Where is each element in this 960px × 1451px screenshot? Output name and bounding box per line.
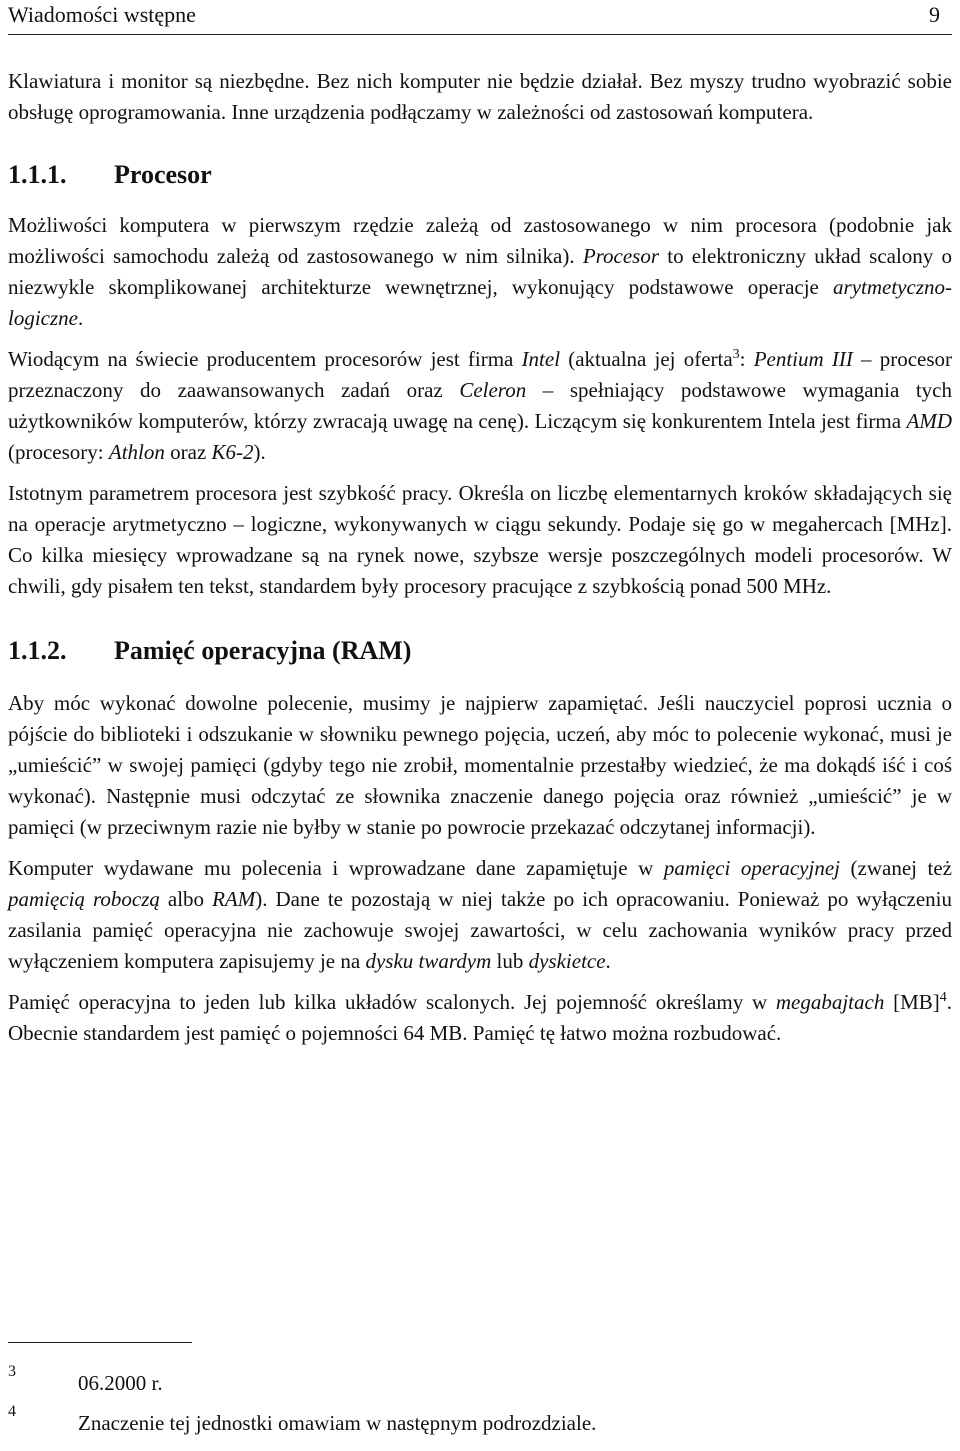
text-run: oraz <box>164 440 212 464</box>
intro-paragraph: Klawiatura i monitor są niezbędne. Bez nich komputer nie będzie działał. Bez myszy trudno wyobrazić sobie obsługę oprogramowania. Inne urządzenia podłączamy w zależności od zastosowań komputera. <box>8 69 952 124</box>
footnote-mark: 4 <box>8 1403 16 1420</box>
italic-term: Pentium III <box>753 347 853 371</box>
text-run: (zwanej też <box>839 856 953 880</box>
footnote-text: 06.2000 r. <box>78 1371 163 1395</box>
italic-term: Celeron <box>459 378 527 402</box>
section-number: 1.1.1. <box>8 160 67 189</box>
italic-term: dysku twardym <box>365 949 492 973</box>
section-title: Procesor <box>114 160 212 189</box>
text-run: [MB] <box>884 990 940 1014</box>
footnote-mark: 3 <box>8 1363 16 1380</box>
text-run: (procesory: <box>8 440 109 464</box>
text-run: Pamięć operacyjna to jeden lub kilka układów scalonych. Jej pojemność określamy w <box>8 990 776 1014</box>
italic-term: Procesor <box>582 244 660 268</box>
italic-term: Athlon <box>108 440 165 464</box>
footnote-4 <box>8 1403 952 1439</box>
text-run: ). Dane te pozostają w niej także po ich opracowaniu. Ponieważ po wyłączeniu zasilania pamięć operacyjna nie zachowuje swojej zawartości, w celu zachowania wyników pracy przed wyłączeniem komputera zapisujemy je na <box>8 887 952 973</box>
text-run: . Obecnie standardem jest pamięć o pojemności 64 MB. Pamięć tę łatwo można rozbudować. <box>8 990 952 1045</box>
ram-paragraph-2 <box>8 853 952 977</box>
italic-term: Intel <box>521 347 561 371</box>
text-run: Wiodącym na świecie producentem procesorów jest firma <box>8 347 522 371</box>
italic-term: pamięci operacyjnej <box>663 856 840 880</box>
page-content <box>8 66 952 1059</box>
chapter-title: Wiadomości wstępne <box>8 2 196 27</box>
section-number: 1.1.2. <box>8 636 67 665</box>
text-run: . <box>605 949 611 973</box>
procesor-paragraph-1 <box>8 210 952 334</box>
section-heading-procesor <box>8 158 952 192</box>
text-run: lub <box>491 949 529 973</box>
section-title: Pamięć operacyjna (RAM) <box>114 636 412 665</box>
section-heading-ram <box>8 634 952 668</box>
running-header <box>8 0 952 35</box>
text-run: . <box>77 306 84 330</box>
italic-term: megabajtach <box>775 990 885 1014</box>
italic-term: dyskietce <box>528 949 606 973</box>
text-run: : <box>739 347 754 371</box>
footnote-ref[interactable]: 4 <box>939 990 947 1005</box>
text-run: to elektroniczny układ scalony o niezwykle skomplikowanej architekturze wewnętrznej, wykonujący podstawowe operacje <box>8 244 953 299</box>
ram-paragraph-3 <box>8 987 952 1049</box>
procesor-paragraph-2 <box>8 344 952 468</box>
text-run: ). <box>253 440 266 464</box>
footnote-3 <box>8 1363 952 1399</box>
text-run: – spełniający podstawowe wymagania tych użytkowników komputerów, którzy zwracają uwagę na cenę). Liczącym się konkurentem Intela jest firma <box>8 378 952 433</box>
italic-term: K6-2 <box>211 440 254 464</box>
footnote-text: Znaczenie tej jednostki omawiam w następnym podrozdziale. <box>78 1411 597 1435</box>
footnote-separator <box>8 1342 192 1343</box>
footnotes <box>8 1342 952 1451</box>
text-run: albo <box>159 887 213 911</box>
text-run: – procesor przeznaczony do zaawansowanych zadań oraz <box>8 347 953 402</box>
italic-term: arytmetyczno-logiczne <box>8 275 952 330</box>
italic-term: RAM <box>212 887 256 911</box>
italic-term: pamięcią roboczą <box>8 887 160 911</box>
text-run: Możliwości komputera w pierwszym rzędzie zależą od zastosowanego w nim procesora (podobnie jak możliwości samochodu zależą od zastosowanego w nim silnika). <box>8 213 952 268</box>
page-number: 9 <box>929 2 940 27</box>
text-run: (aktualna jej oferta <box>560 347 733 371</box>
procesor-paragraph-3: Istotnym parametrem procesora jest szybkość pracy. Określa on liczbę elementarnych kroków składających się na operacje arytmetyczno – logiczne, wykonywanych w ciągu sekundy. Podaje się go w megahercach [MHz]. Co kilka miesięcy wprowadzane są na rynek nowe, szybsze wersje poszczególnych modeli procesorów. W chwili, gdy pisałem ten tekst, standardem były procesory pracujące z szybkością ponad 500 MHz. <box>8 481 952 598</box>
italic-term: AMD <box>906 409 952 433</box>
footnote-ref[interactable]: 3 <box>732 347 740 362</box>
ram-paragraph-1: Aby móc wykonać dowolne polecenie, musimy je najpierw zapamiętać. Jeśli nauczyciel poprosi ucznia o pójście do biblioteki i odszukanie w słowniku pewnego pojęcia, uczeń, aby móc to polecenie wykonać, musi je „umieścić” w swojej pamięci (gdyby tego nie zrobił, momentalnie przestałby wiedzieć, że ma dokądś iść i coś wykonać). Następnie musi odczytać ze słownika znaczenie danego pojęcia oraz również „umieścić” je w pamięci (w przeciwnym razie nie byłby w stanie po powrocie przekazać odczytanej informacji). <box>8 691 952 839</box>
text-run: Komputer wydawane mu polecenia i wprowadzane dane zapamiętuje w <box>8 856 664 880</box>
